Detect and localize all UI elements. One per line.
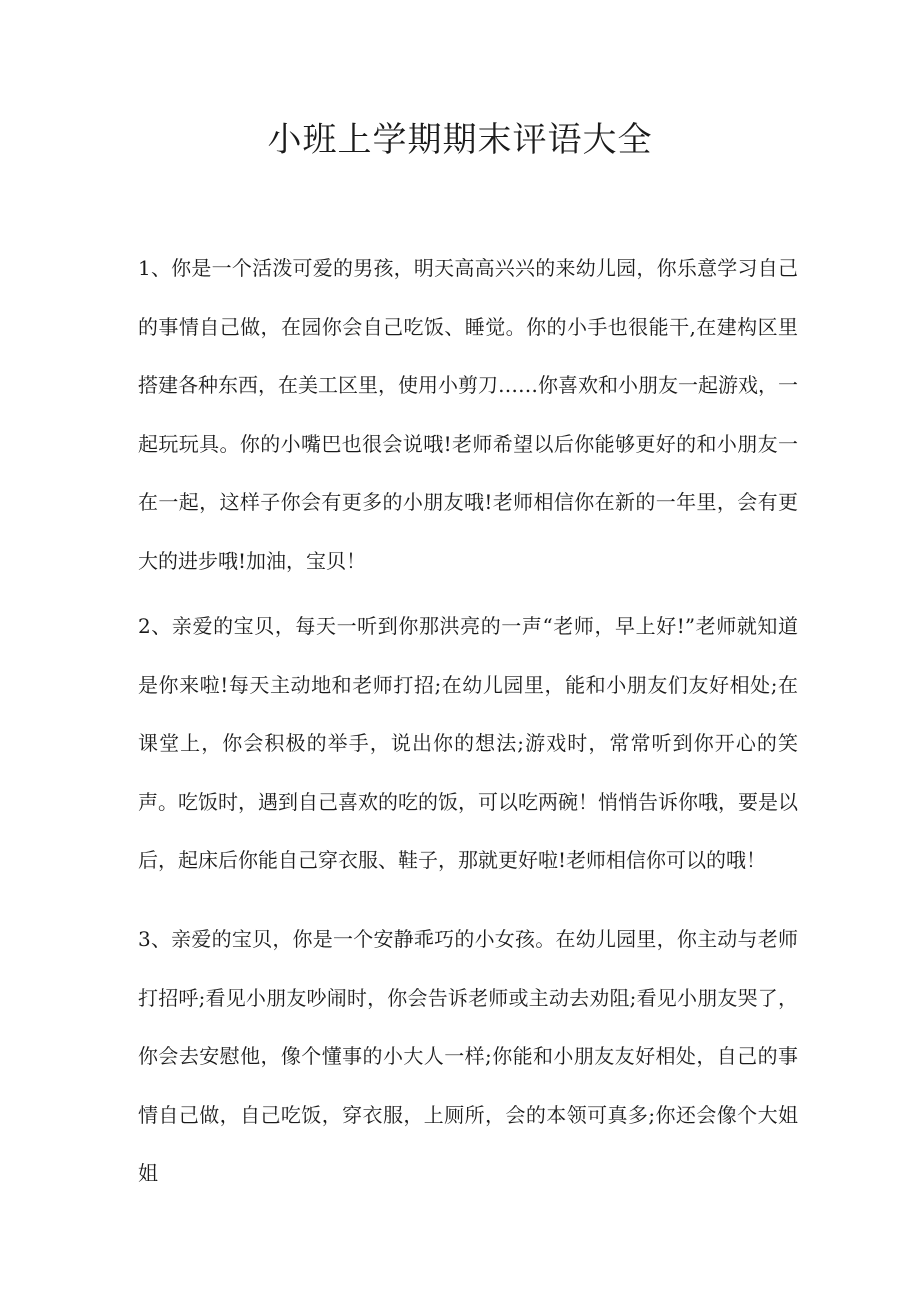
comment-paragraph-2: 2、亲爱的宝贝，每天一听到你那洪亮的一声“老师，早上好!”老师就知道是你来啦!每天主动地和老师打招;在幼儿园里，能和小朋友们友好相处;在课堂上，你会积极的举手，说出你的想法;游戏时，常常听到你开心的笑声。吃饭时，遇到自己喜欢的吃的饭，可以吃两碗！悄悄告诉你哦，要是以后，起床后你能自己穿衣服、鞋子，那就更好啦!老师相信你可以的哦！ bbox=[138, 614, 798, 872]
document-title: 小班上学期期末评语大全 bbox=[267, 120, 653, 160]
comment-paragraph-1: 1、你是一个活泼可爱的男孩，明天高高兴兴的来幼儿园，你乐意学习自己的事情自己做，在园你会自己吃饭、睡觉。你的小手也很能干,在建构区里搭建各种东西，在美工区里，使用小剪刀……你喜欢和小朋友一起游戏，一起玩玩具。你的小嘴巴也很会说哦!老师希望以后你能够更好的和小朋友一在一起，这样子你会有更多的小朋友哦!老师相信你在新的一年里，会有更大的进步哦!加油，宝贝！ bbox=[138, 256, 798, 573]
comment-paragraph-3: 3、亲爱的宝贝，你是一个安静乖巧的小女孩。在幼儿园里，你主动与老师打招呼;看见小朋友吵闹时，你会告诉老师或主动去劝阻;看见小朋友哭了，你会去安慰他，像个懂事的小大人一样;你能和小朋友友好相处，自己的事情自己做，自己吃饭，穿衣服，上厕所，会的本领可真多;你还会像个大姐姐 bbox=[138, 927, 798, 1185]
